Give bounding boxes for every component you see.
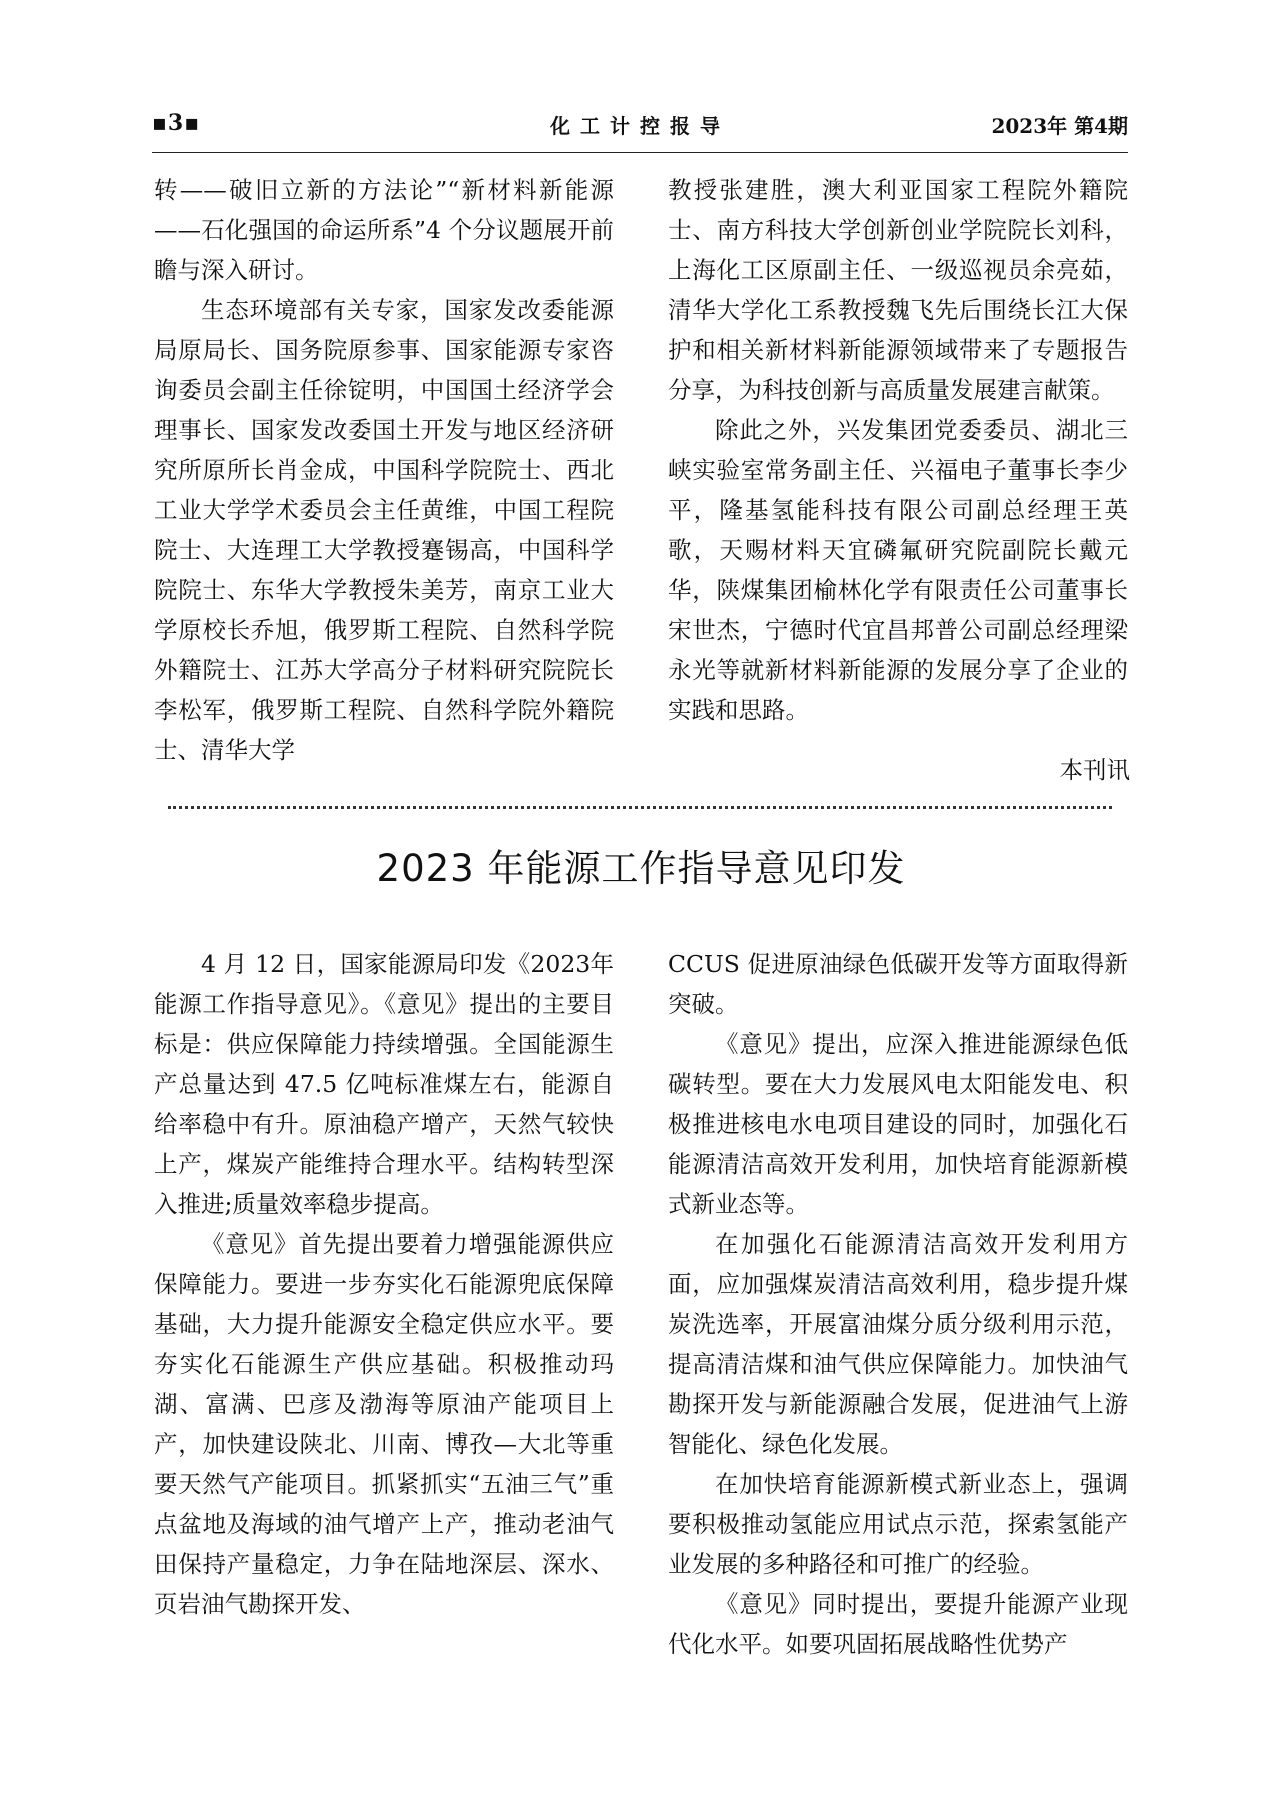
article-right-column <box>668 944 1128 1664</box>
paragraph: 除此之外，兴发集团党委委员、湖北三峡实验室常务副主任、兴福电子董事长李少平，隆基氢能科技有限公司副总经理王英歌，天赐材料天宜磷氟研究院副院长戴元华，陕煤集团榆林化学有限责任公司董事长宋世杰，宁德时代宜昌邦普公司副总经理梁永光等就新材料新能源的发展分享了企业的实践和思路。 <box>668 416 1128 724</box>
byline: 本刊讯 <box>1059 756 1130 784</box>
journal-name: 化工计控报导 <box>550 114 730 138</box>
paragraph: 《意见》首先提出要着力增强能源供应保障能力。要进一步夯实化石能源兜底保障基础，大力提升能源安全稳定供应水平。要夯实化石能源生产供应基础。积极推动玛湖、富满、巴彦及渤海等原油产能项目上产，加快建设陕北、川南、博孜—大北等重要天然气产能项目。抓紧抓实“五油三气”重点盆地及海域的油气增产上产，推动老油气田保持产量稳定，力争在陆地深层、深水、页岩油气勘探开发、 <box>154 1230 614 1618</box>
paragraph: 4 月 12 日，国家能源局印发《2023年能源工作指导意见》。《意见》提出的主要目标是：供应保障能力持续增强。全国能源生产总量达到 47.5 亿吨标准煤左右，能源自给率稳中有升。原油稳产增产，天然气较快上产，煤炭产能维持合理水平。结构转型深入推进;质量效率稳步提高。 <box>154 950 614 1218</box>
paragraph: 转——破旧立新的方法论”“新材料新能源——石化强国的命运所系”4 个分议题展开前瞻与深入研讨。 <box>154 176 614 284</box>
paragraph: CCUS 促进原油绿色低碳开发等方面取得新突破。 <box>668 950 1128 1018</box>
article-title: 2023 年能源工作指导意见印发 <box>376 847 906 890</box>
paragraph: 教授张建胜，澳大利亚国家工程院外籍院士、南方科技大学创新创业学院院长刘科，上海化工区原副主任、一级巡视员余亮茹，清华大学化工系教授魏飞先后围绕长江大保护和相关新材料新能源领域带来了专题报告分享，为科技创新与高质量发展建言献策。 <box>668 176 1128 404</box>
paragraph: 在加强化石能源清洁高效开发利用方面，应加强煤炭清洁高效利用，稳步提升煤炭洗选率，开展富油煤分质分级利用示范，提高清洁煤和油气供应保障能力。加快油气勘探开发与新能源融合发展，促进油气上游智能化、绿色化发展。 <box>668 1230 1128 1458</box>
previous-article-left-column <box>154 170 614 770</box>
paragraph: 《意见》提出，应深入推进能源绿色低碳转型。要在大力发展风电太阳能发电、积极推进核电水电项目建设的同时，加强化石能源清洁高效开发利用，加快培育能源新模式新业态等。 <box>668 1030 1128 1218</box>
paragraph: 生态环境部有关专家，国家发改委能源局原局长、国务院原参事、国家能源专家咨询委员会副主任徐锭明，中国国土经济学会理事长、国家发改委国土开发与地区经济研究所原所长肖金成，中国科学院院士、西北工业大学学术委员会主任黄维，中国工程院院士、大连理工大学教授蹇锡高，中国科学院院士、东华大学教授朱美芳，南京工业大学原校长乔旭，俄罗斯工程院、自然科学院外籍院士、江苏大学高分子材料研究院院长李松军，俄罗斯工程院、自然科学院外籍院士、清华大学 <box>154 296 614 764</box>
dotted-divider <box>168 806 1112 809</box>
page-header <box>152 106 1128 153</box>
paragraph: 在加快培育能源新模式新业态上，强调要积极推动氢能应用试点示范，探索氢能产业发展的多种路径和可推广的经验。 <box>668 1470 1128 1578</box>
article-left-column <box>154 944 614 1624</box>
page-number: ▪3▪ <box>152 110 201 136</box>
paragraph: 《意见》同时提出，要提升能源产业现代化水平。如要巩固拓展战略性优势产 <box>668 1590 1128 1658</box>
previous-article-right-column <box>668 170 1128 730</box>
issue-label: 2023年 第4期 <box>991 114 1128 138</box>
